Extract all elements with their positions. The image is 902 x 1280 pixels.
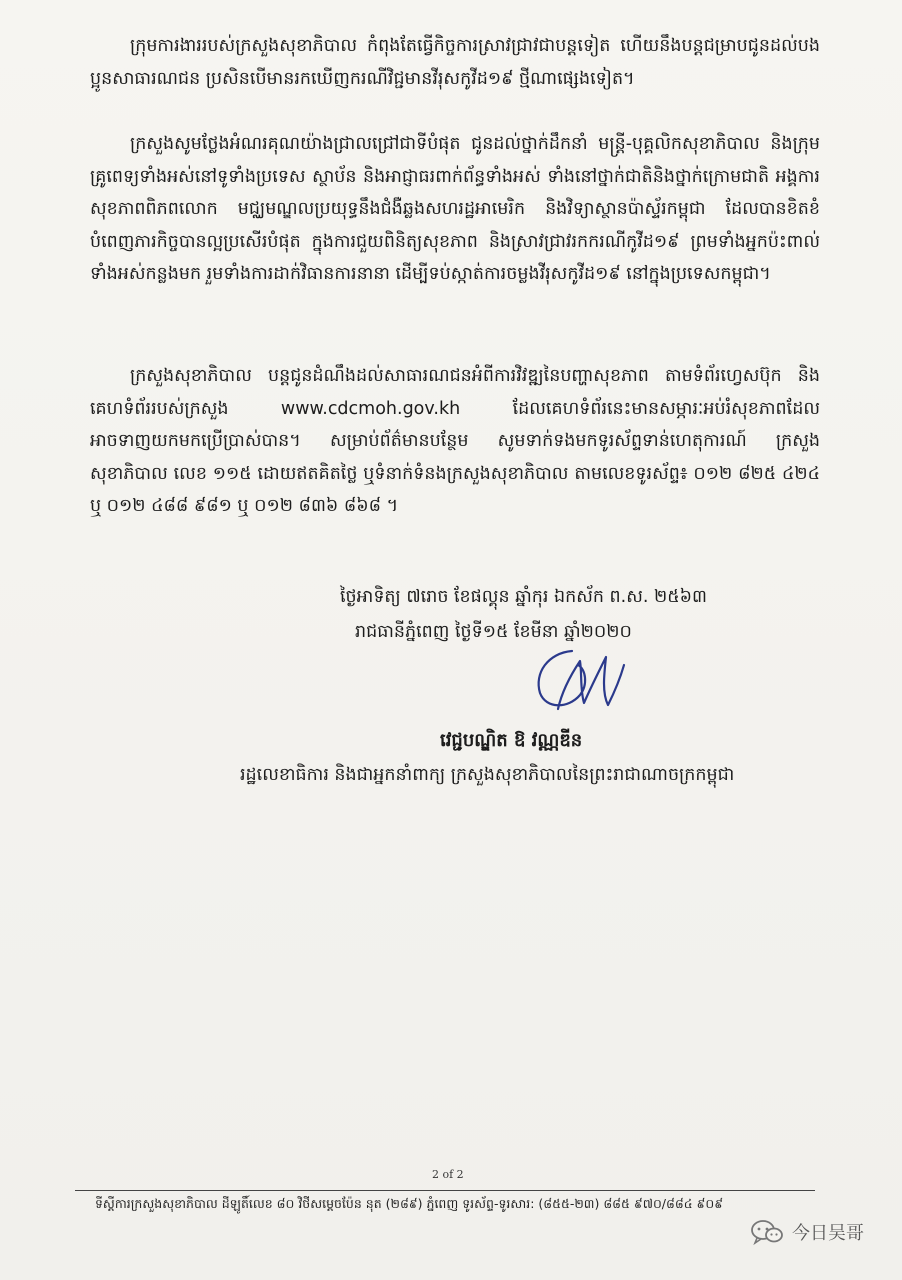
wechat-icon — [750, 1218, 784, 1246]
watermark — [750, 1218, 864, 1246]
paragraph-contact-info — [90, 360, 820, 523]
footer-divider — [75, 1190, 815, 1191]
lunar-date: ថ្ងៃអាទិត្យ ៧រោច ខែផល្គុន ឆ្នាំកុរ ឯកស័ក ព.ស. ២៥៦៣ — [340, 587, 707, 607]
signature — [528, 643, 628, 719]
footer-address: ទីស្តីការក្រសួងសុខាភិបាល ដីឡូតិ៍លេខ ៨០ វិថីសម្តេចប៉ែន នុត (២៨៩) ភ្នំពេញ ទូរស័ព្ទ-ទូរសារ: (៨៥៥-២៣) ៨៨៥ ៩៧០/៨៨៤ ៩០៩ — [95, 1196, 724, 1211]
paragraph-research-update — [90, 30, 820, 95]
paragraph-acknowledgement — [90, 128, 820, 291]
paragraph-text: ក្រុមការងាររបស់ក្រសួងសុខាភិបាល កំពុងតែធ្វើកិច្ចការស្រាវជ្រាវជាបន្តទៀត ហើយនឹងបន្តជម្រាបជូនដល់បងប្អូនសាធារណជន ប្រសិនបើមានរកឃើញករណីវិជ្ជមានវីរុសកូវីដ១៩ ថ្មីណាផ្សេងទៀត។ — [90, 36, 820, 89]
signer-title: រដ្ឋលេខាធិការ និងជាអ្នកនាំពាក្យ ក្រសួងសុខាភិបាលនៃព្រះរាជាណាចក្រកម្ពុជា — [240, 765, 735, 785]
paragraph-text: ក្រសួងសូមថ្លែងអំណរគុណយ៉ាងជ្រាលជ្រៅជាទីបំផុត ជូនដល់ថ្នាក់ដឹកនាំ មន្ត្រី-បុគ្គលិកសុខាភិបាល និងក្រុមគ្រូពេទ្យទាំងអស់នៅទូទាំងប្រទេស ស្ថាប័ន និងអាជ្ញាធរពាក់ព័ន្ធទាំងអស់ ទាំងនៅថ្នាក់ជាតិនិងថ្នាក់ក្រោមជាតិ អង្គការសុខភាពពិភពលោក មជ្ឈមណ្ឌលប្រយុទ្ធនឹងជំងឺឆ្លងសហរដ្ឋអាមេរិក និងវិទ្យាស្ថានប៉ាស្ទ័រកម្ពុជា ដែលបានខិតខំបំពេញភារកិច្ចបានល្អប្រសើរបំផុត ក្នុងការជួយពិនិត្យសុខភាព និងស្រាវជ្រាវរកករណីកូវីដ១៩ ព្រមទាំងអ្នកប៉ះពាល់ទាំងអស់កន្លងមក រួមទាំងការដាក់វិធានការនានា ដើម្បីទប់ស្កាត់ការចម្លងវីរុសកូវីដ១៩ នៅក្នុងប្រទេសកម្ពុជា។ — [90, 134, 820, 284]
solar-date: រាជធានីភ្នំពេញ ថ្ងៃទី១៥ ខែមីនា ឆ្នាំ២០២០ — [355, 622, 632, 642]
watermark-text: 今日吴哥 — [792, 1223, 864, 1244]
paragraph-text: ក្រសួងសុខាភិបាល បន្តជូនដំណឹងដល់សាធារណជនអំពីការវិវឌ្ឍនៃបញ្ហាសុខភាព តាមទំព័រហ្វេសប៊ុក និងគេហទំព័ររបស់ក្រសួង www.cdcmoh.gov.kh ដែលគេហទំព័រនេះមានសម្ភារៈអប់រំសុខភាពដែលអាចទាញយកមកប្រើប្រាស់បាន។ សម្រាប់ព័ត៌មានបន្ថែម សូមទាក់ទងមកទូរស័ព្ទទាន់ហេតុការណ៍ ក្រសួងសុខាភិបាល លេខ ១១៥ ដោយឥតគិតថ្លៃ ឬទំនាក់ទំនងក្រសួងសុខាភិបាល តាមលេខទូរស័ព្ទ៖ ០១២ ៨២៥ ៤២៤ ឬ ០១២ ៤៨៨ ៩៨១ ឬ ០១២ ៨៣៦ ៨៦៨ ។ — [90, 366, 820, 516]
signer-name: វេជ្ជបណ្ឌិត ឱ វណ្ណឌីន — [440, 730, 583, 751]
page-number: 2 of 2 — [432, 1168, 464, 1181]
